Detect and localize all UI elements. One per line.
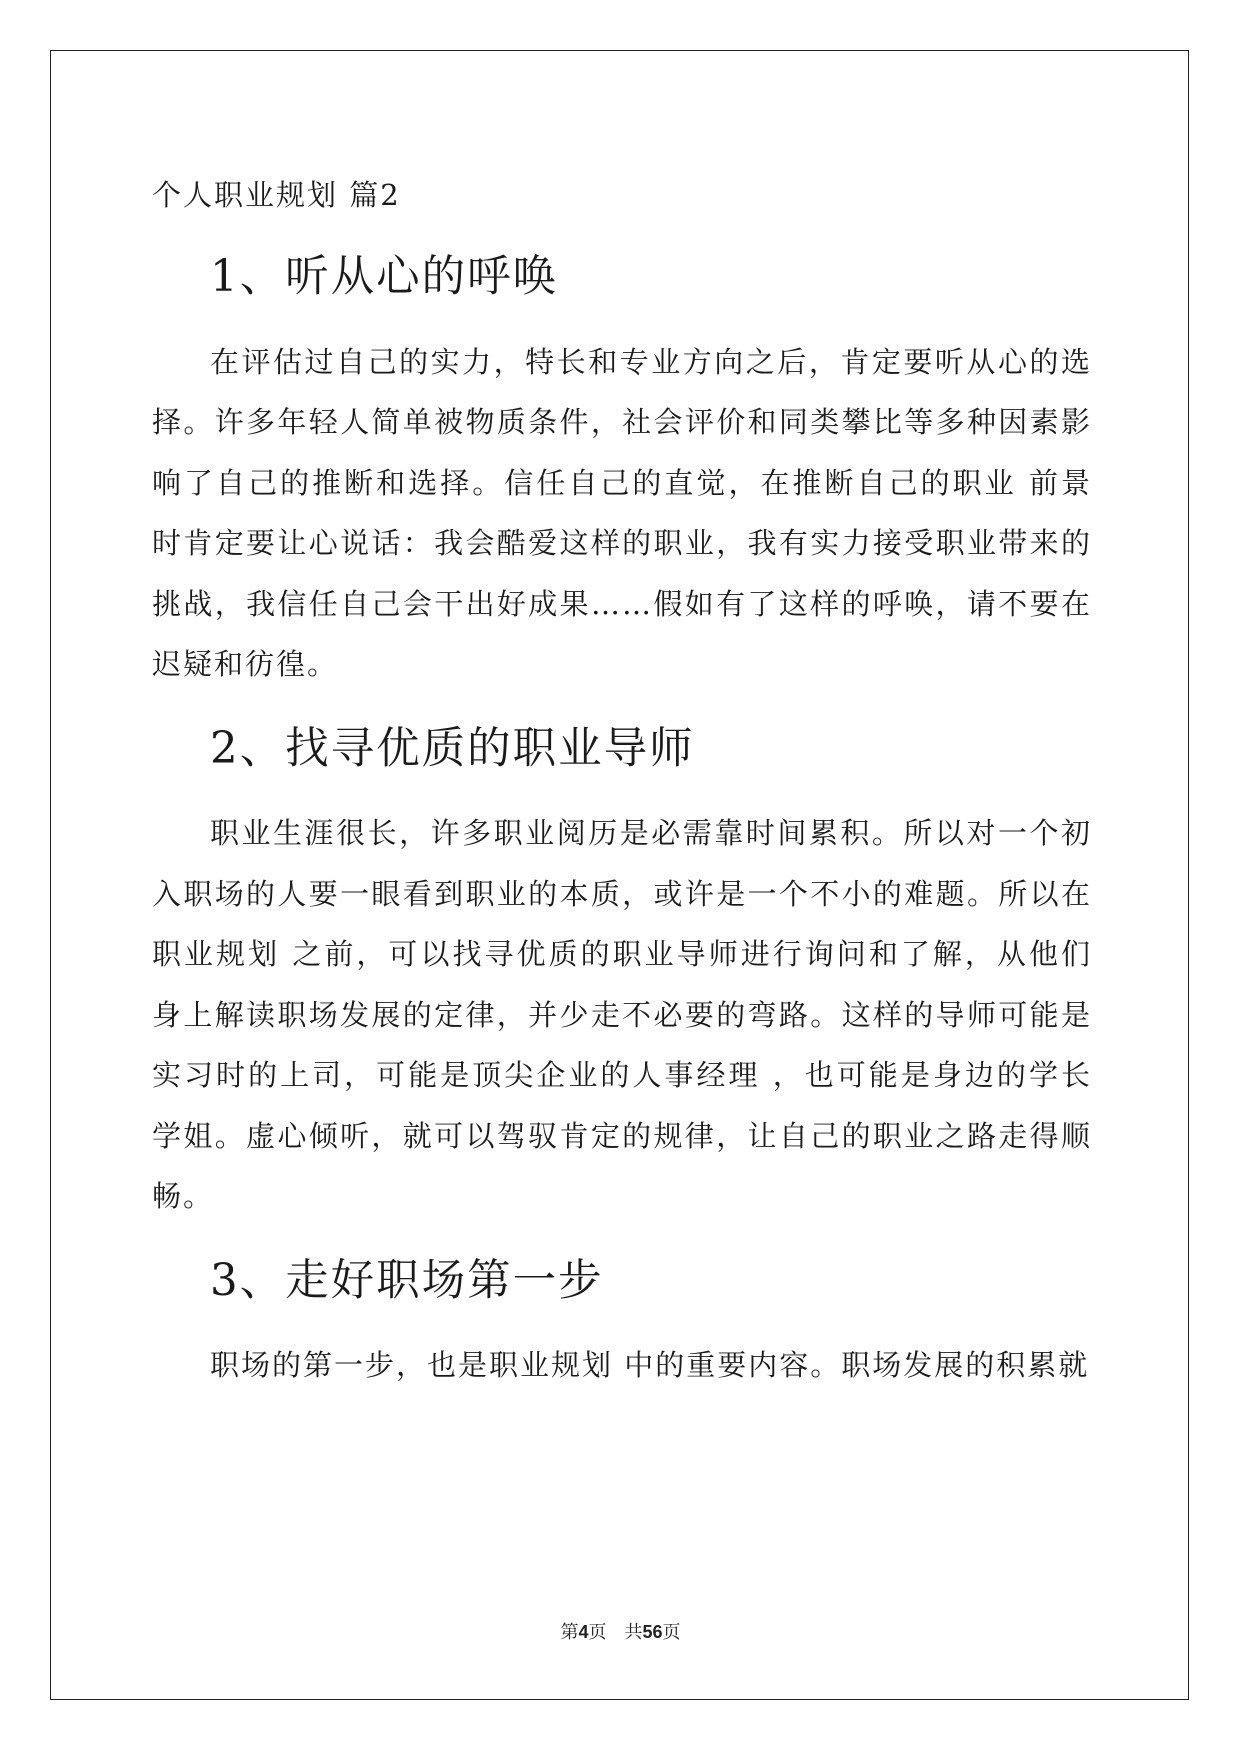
section-paragraph: 在评估过自己的实力，特长和专业方向之后，肯定要听从心的选择。许多年轻人简单被物质条件，社会评价和同类攀比等多种因素影响了自己的推断和选择。信任自己的直觉，在推断自己的职业 前景时肯定要让心说话：我会酷爱这样的职业，我有实力接受职业带来的挑战，我信任自己会干出好成果……假如有了这样的呼唤，请不要在迟疑和彷徨。 [152,344,1092,681]
page-footer [0,1618,1241,1644]
section-heading: 2、找寻优质的职业导师 [210,723,695,774]
total-prefix: 共 [624,1622,643,1642]
total-suffix: 页 [662,1622,681,1642]
section-paragraph: 职业生涯很长，许多职业阅历是必需靠时间累积。所以对一个初入职场的人要一眼看到职业的本质，或许是一个不小的难题。所以在职业规划 之前，可以找寻优质的职业导师进行询问和了解，从他们身上解读职场发展的定律，并少走不必要的弯路。这样的导师可能是实习时的上司，可能是顶尖企业的人事经理 ，也可能是身边的学长学姐。虚心倾听，就可以驾驭肯定的规律，让自己的职业之路走得顺畅。 [152,816,1092,1213]
section-heading: 1、听从心的呼唤 [210,252,559,302]
section-heading: 3、走好职场第一步 [210,1255,604,1306]
document-body [152,165,1092,1396]
page-prefix: 第 [560,1622,579,1642]
page-number: 4 [578,1622,589,1642]
document-title: 个人职业规划 篇2 [152,178,401,212]
section-paragraph: 职场的第一步，也是职业规划 中的重要内容。职场发展的积累就 [210,1348,1090,1382]
total-pages: 56 [642,1622,663,1642]
page-suffix: 页 [588,1622,607,1642]
